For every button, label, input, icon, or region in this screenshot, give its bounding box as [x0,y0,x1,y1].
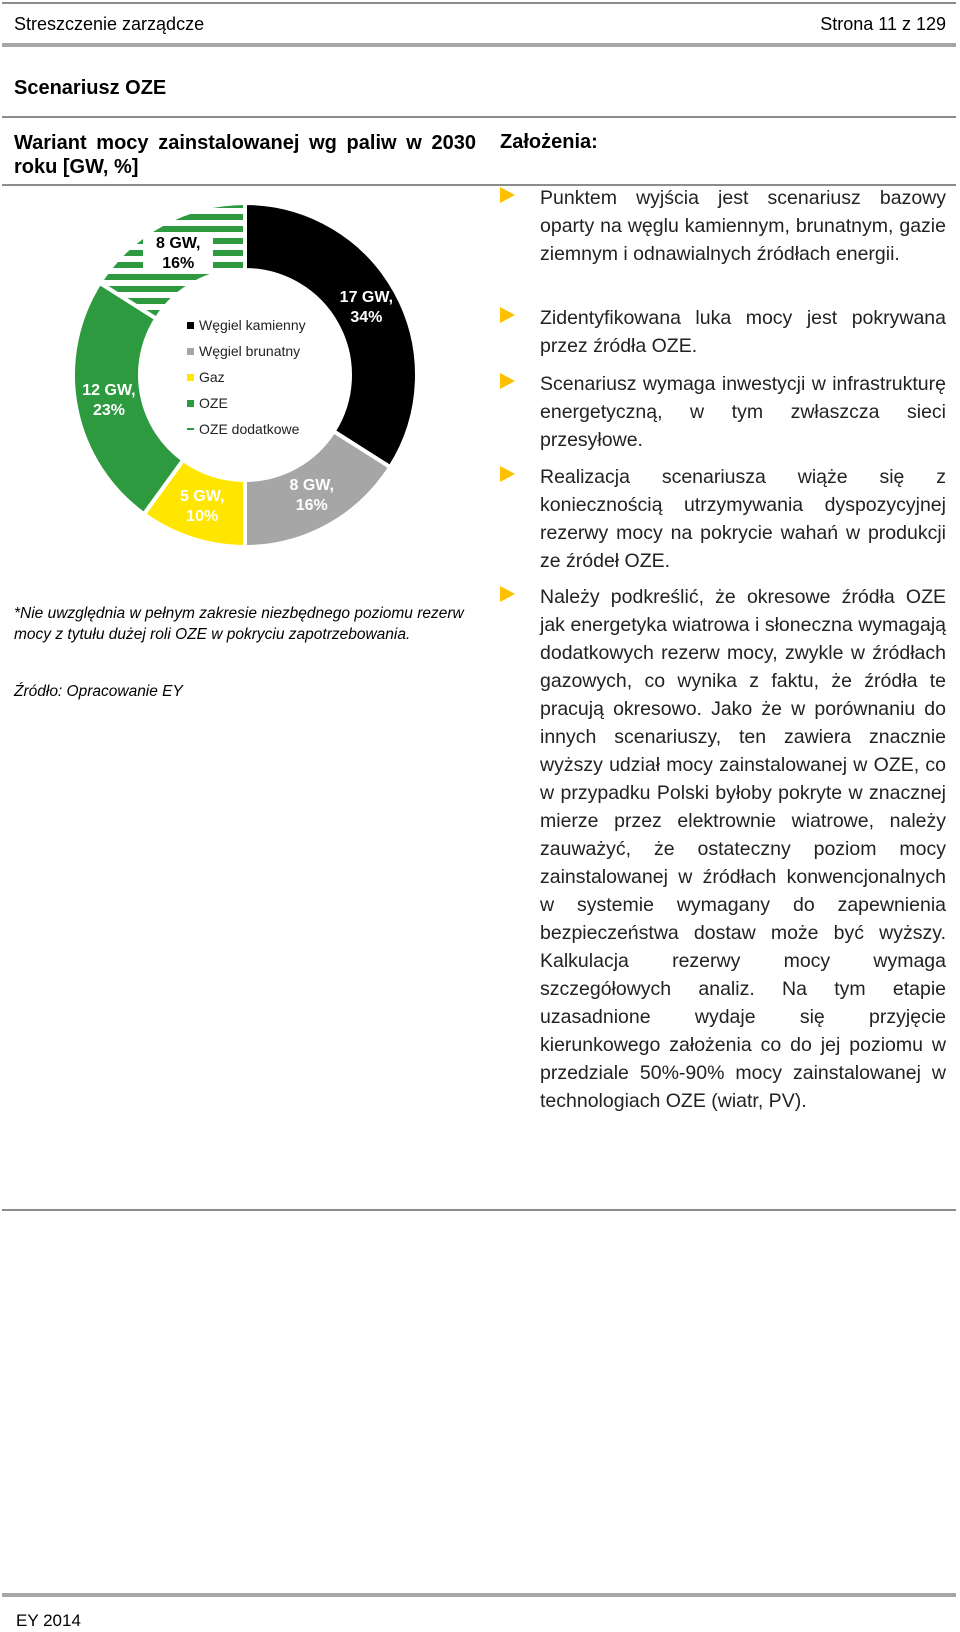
legend-label: Węgiel brunatny [199,343,301,359]
arrow-bullet-icon [500,187,515,203]
footer-text: EY 2014 [16,1611,81,1630]
list-item [500,583,946,1115]
slice-data-label: 12 GW, 23% [82,381,136,419]
legend-swatch [187,428,194,430]
assumptions-title: Założenia: [500,131,598,153]
chart-legend [187,312,306,442]
section-rule [2,116,956,118]
list-item [500,463,946,575]
legend-swatch [187,400,194,407]
list-item-text: Punktem wyjścia jest scenariusz bazowy oparty na węglu kamiennym, brunatnym, gazie ziemnym i odnawialnych źródłach energii. [540,187,946,265]
chart-footnote: *Nie uwzględnia w pełnym zakresie niezbędnego poziomu rezerw mocy z tytułu dużej roli OZE w pokryciu zapotrzebowania. [14,605,464,643]
legend-item-oze [187,390,306,416]
chart-source: Źródło: Opracowanie EY [14,683,183,700]
list-item [500,184,946,268]
header-rule [2,43,956,47]
slice-data-label: 8 GW, 16% [289,477,334,515]
slice-data-label: 17 GW, 34% [339,289,394,327]
list-item-text: Scenariusz wymaga inwestycji w infrastrukturę energetyczną, w tym zwłaszcza sieci przesyłowe. [540,373,946,451]
legend-label: OZE [199,395,228,411]
list-item-text: Zidentyfikowana luka mocy jest pokrywana przez źródła OZE. [540,307,946,357]
section-title: Scenariusz OZE [14,77,167,99]
list-item [500,304,946,360]
legend-label: Gaz [199,369,225,385]
legend-label: Węgiel kamienny [199,317,306,333]
list-item-text: Realizacja scenariusza wiąże się z koniecznością utrzymywania dyspozycyjnej rezerwy mocy na pokrycie wahań w produkcji ze źródeł OZE. [540,466,946,572]
legend-item-coal [187,312,306,338]
legend-swatch [187,322,194,329]
arrow-bullet-icon [500,307,515,323]
list-item-text: Należy podkreślić, że okresowe źródła OZE jak energetyka wiatrowa i słoneczna wymagają dodatkowych rezerw mocy, zwykle w źródłach gazowych, co wynika z faktu, że źródła te pracują okresowo. Jako że w porównaniu do innych scenariuszy, ten zawiera znacznie wyższy udział mocy zainstalowanej w OZE, co w przypadku Polski byłoby pokryte w znacznej mierze przez elektrownie wiatrowe, należy zauważyć, że ostateczny poziom mocy zainstalowanej w źródłach konwencjonalnych w systemie wymagany do zapewnienia bezpieczeństwa dostaw może być wyższy. Kalkulacja rezerwy mocy wymaga szczegółowych analiz. Na tym etapie uzasadnione wydaje się przyjęcie kierunkowego założenia co do jej poziomu w przedziale 50%-90% mocy zainstalowanej w technologiach OZE (wiatr, PV). [540,586,946,1112]
arrow-bullet-icon [500,586,515,602]
page-number: Strona 11 z 129 [820,14,946,34]
arrow-bullet-icon [500,373,515,389]
arrow-bullet-icon [500,466,515,482]
legend-item-gas [187,364,306,390]
legend-swatch [187,348,194,355]
legend-item-oze-extra [187,416,306,442]
legend-label: OZE dodatkowe [199,421,300,437]
list-item [500,370,946,454]
slice-data-label: 8 GW, 16% [143,234,213,274]
legend-swatch [187,374,194,381]
legend-item-lignite [187,338,306,364]
header-title: Streszczenie zarządcze [14,14,205,34]
chart-title: Wariant mocy zainstalowanej wg paliw w 2030 roku [GW, %] [14,132,476,178]
footer-rule [2,1593,956,1597]
top-rule [2,2,956,4]
slice-data-label: 5 GW, 10% [179,487,225,525]
content-bottom-rule [2,1209,956,1211]
